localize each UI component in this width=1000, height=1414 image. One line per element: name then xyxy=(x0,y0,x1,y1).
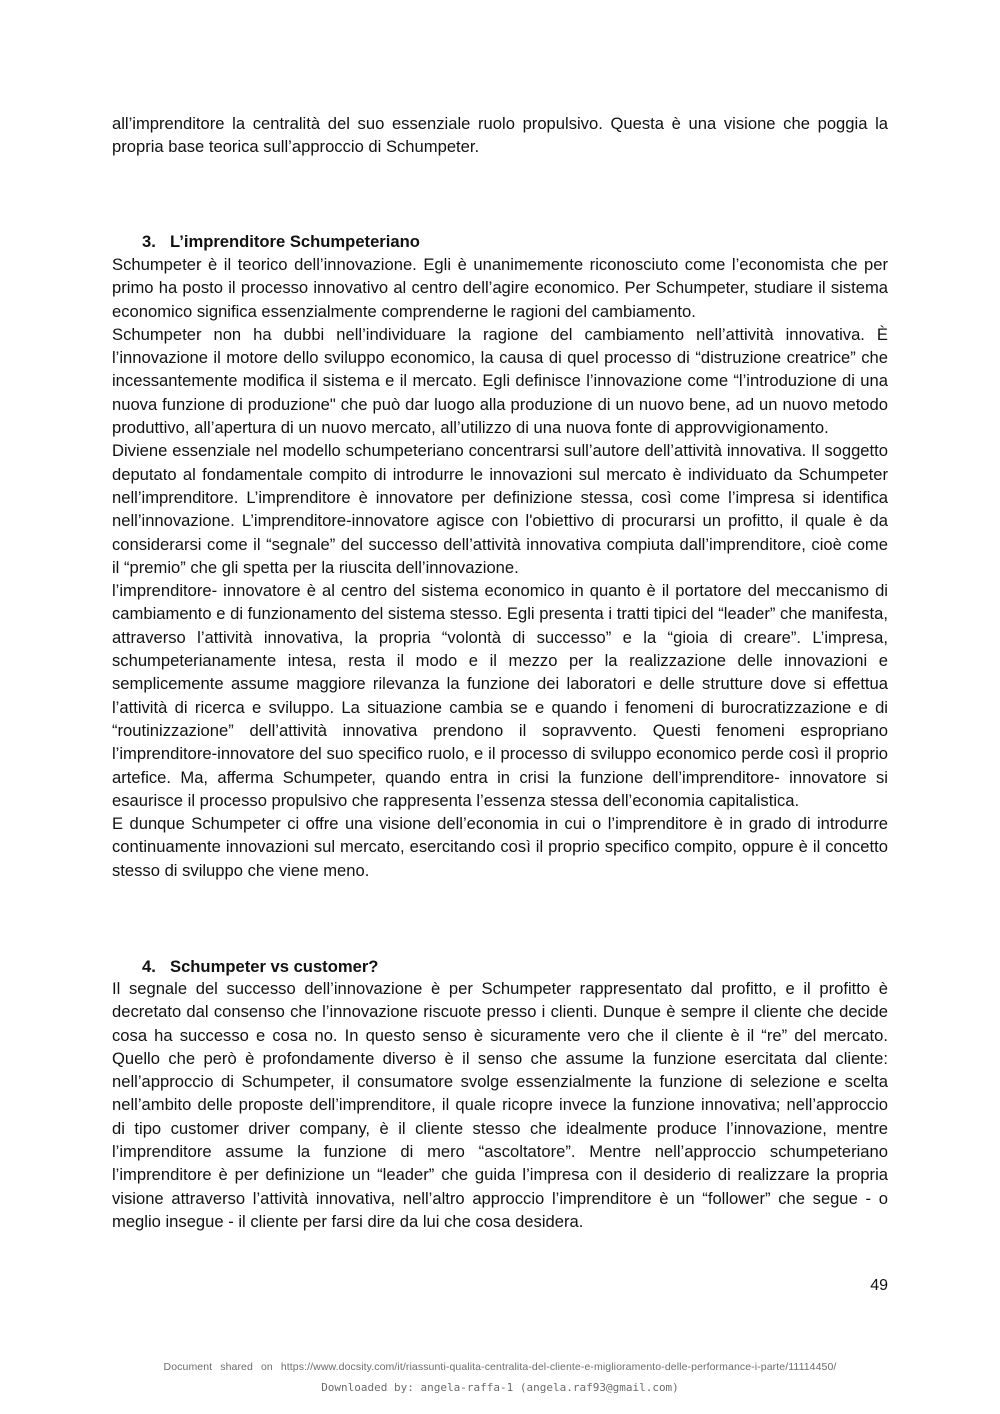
section-title: Schumpeter vs customer? xyxy=(170,957,379,976)
intro-paragraph xyxy=(112,112,888,159)
section-title: L’imprenditore Schumpeteriano xyxy=(170,232,420,251)
section-3-body xyxy=(112,253,888,882)
paragraph: Il segnale del successo dell’innovazione è per Schumpeter rappresentato dal profitto, e il profitto è decretato dal consenso che l’innovazione riscuote presso i clienti. Dunque è sempre il cliente che decide cosa ha successo e cosa no. In questo senso è sicuramente vero che il cliente è il “re” del mercato. Quello che però è profondamente diverso è il senso che assume la funzione esercitata dal cliente: nell’approccio di Schumpeter, il consumatore svolge essenzialmente la funzione di selezione e scelta nell’ambito delle proposte dell’imprenditore, il quale ricopre invece la funzione innovativa; nell’approccio di tipo customer driver company, è il cliente stesso che idealmente produce l’innovazione, mentre l’imprenditore assume la funzione di mero “ascoltatore”. Mentre nell’approccio schumpeteriano l’imprenditore è per definizione un “leader” che guida l’impresa con il desiderio di realizzare la propria visione attraverso l’attività innovativa, nell’altro approccio l’imprenditore è un “follower” che segue - o meglio insegue - il cliente per farsi dire da lui che cosa desidera. xyxy=(112,979,888,1231)
footer-downloaded-by: Downloaded by: angela-raffa-1 (angela.raf93@gmail.com) xyxy=(321,1381,679,1394)
section-number: 4. xyxy=(142,957,156,976)
page-number: 49 xyxy=(870,1277,888,1294)
paragraph: all’imprenditore la centralità del suo essenziale ruolo propulsivo. Questa è una visione che poggia la propria base teorica sull’approccio di Schumpeter. xyxy=(112,114,888,157)
section-number: 3. xyxy=(142,232,156,251)
paragraph: E dunque Schumpeter ci offre una visione dell’economia in cui o l’imprenditore è in grado di introdurre continuamente innovazioni sul mercato, esercitando così il proprio specifico compito, oppure è il concetto stesso di sviluppo che viene meno. xyxy=(112,814,888,880)
paragraph: Schumpeter è il teorico dell’innovazione. Egli è unanimemente riconosciuto come l’economista che per primo ha posto il processo innovativo al centro dell’agire economico. Per Schumpeter, studiare il sistema economico significa essenzialmente comprenderne le ragioni del cambiamento. xyxy=(112,255,888,321)
footer-shared-link[interactable]: Document shared on https://www.docsity.com/it/riassunti-qualita-centralita-del-cliente-e-miglioramento-delle-performance-i-parte/11114450/ xyxy=(163,1361,837,1373)
section-4-body xyxy=(112,977,888,1233)
section-3-heading xyxy=(142,230,420,253)
section-4-heading xyxy=(142,955,378,978)
paragraph: Diviene essenziale nel modello schumpeteriano concentrarsi sull’autore dell’attività innovativa. Il soggetto deputato al fondamentale compito di introdurre le innovazioni sul mercato è individuato da Schumpeter nell’imprenditore. L’imprenditore è innovatore per definizione stessa, così come l’impresa si identifica nell’innovazione. L’imprenditore-innovatore agisce con l'obiettivo di procurarsi un profitto, il quale è da considerarsi come il “segnale” del successo dell’attività innovativa compiuta dall’imprenditore, cioè come il “premio” che gli spetta per la riuscita dell’innovazione. xyxy=(112,441,888,577)
paragraph: l’imprenditore- innovatore è al centro del sistema economico in quanto è il portatore del meccanismo di cambiamento e di funzionamento del sistema stesso. Egli presenta i tratti tipici del “leader” che manifesta, attraverso l’attività innovativa, la propria “volontà di successo” e la “gioia di creare”. L’impresa, schumpeterianamente intesa, resta il modo e il mezzo per la realizzazione delle innovazioni e semplicemente assume maggiore rilevanza la funzione dei laboratori e delle strutture dove si effettua l’attività di ricerca e sviluppo. La situazione cambia se e quando i fenomeni di burocratizzazione e di “routinizzazione” dell’attività innovativa prendono il sopravvento. Questi fenomeni espropriano l’imprenditore-innovatore del suo specifico ruolo, e il processo di sviluppo economico perde così il proprio artefice. Ma, afferma Schumpeter, quando entra in crisi la funzione dell’imprenditore- innovatore si esaurisce il processo propulsivo che rappresenta l’essenza stessa dell’economia capitalistica. xyxy=(112,581,888,810)
paragraph: Schumpeter non ha dubbi nell’individuare la ragione del cambiamento nell’attività innovativa. È l’innovazione il motore dello sviluppo economico, la causa di quel processo di “distruzione creatrice” che incessantemente modifica il sistema e il mercato. Egli definisce l’innovazione come “l’introduzione di una nuova funzione di produzione" che può dar luogo alla produzione di un nuovo bene, ad un nuovo metodo produttivo, all’apertura di un nuovo mercato, all’utilizzo di una nuova fonte di approvvigionamento. xyxy=(112,324,888,438)
